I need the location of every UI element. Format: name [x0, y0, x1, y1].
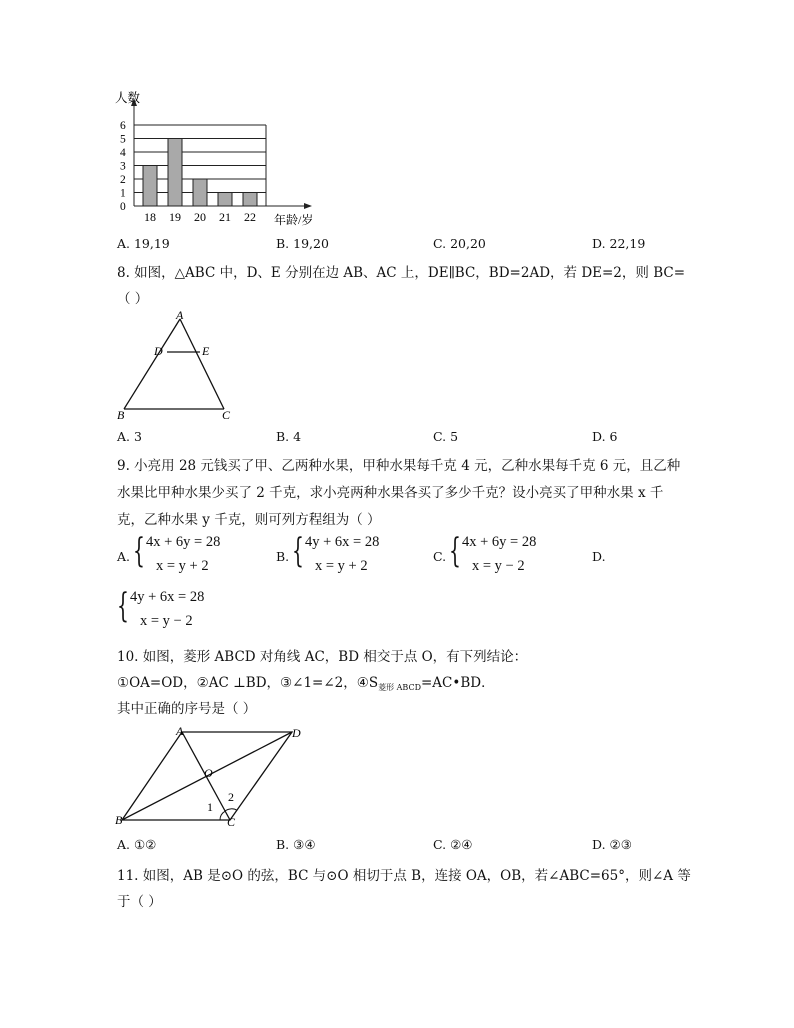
y-axis-label: 人数 — [115, 91, 141, 105]
age-bar-chart — [112, 88, 332, 230]
q7-option-a[interactable]: A. 19,19 — [117, 236, 170, 251]
x-tick-label: 18 — [144, 210, 156, 224]
q10-conclusions: ①OA=OD，②AC ⊥BD，③∠1=∠2，④S — [117, 675, 379, 691]
q9-a-eq1: 4x + 6y = 28 — [146, 534, 221, 550]
q10-subscript: 菱形 ABCD — [378, 683, 421, 692]
q9-c-eq2: x = y − 2 — [472, 558, 525, 574]
q8-answer-blank: （ ） — [117, 291, 149, 307]
bar — [218, 193, 232, 207]
q9-a-eq2: x = y + 2 — [156, 558, 209, 574]
q9-d-eq2: x = y − 2 — [140, 613, 193, 629]
q9-option-d-label[interactable]: D. — [592, 549, 606, 564]
angle-label-1: 1 — [207, 800, 213, 814]
q9-stem-line1: 9. 小亮用 28 元钱买了甲、乙两种水果，甲种水果每千克 4 元，乙种水果每千克 6 元，且乙种 — [117, 458, 681, 474]
vertex-label-e: E — [202, 344, 210, 358]
q9-stem-line2: 水果比甲种水果少买了 2 千克，求小亮两种水果各买了多少千克？设小亮买了甲种水果 x 千 — [117, 485, 664, 501]
vertex-label-b: B — [117, 408, 125, 422]
y-tick-label: 0 — [120, 201, 126, 213]
y-tick-label: 5 — [120, 133, 126, 146]
x-tick-label: 21 — [219, 210, 231, 224]
q9-option-b-label[interactable]: B. — [276, 549, 290, 564]
q8-option-a[interactable]: A. 3 — [117, 429, 142, 444]
q8-option-b[interactable]: B. 4 — [276, 429, 302, 444]
vertex-label-a: A — [176, 724, 184, 738]
y-tick-label: 4 — [120, 147, 126, 159]
q7-option-b[interactable]: B. 19,20 — [276, 236, 329, 251]
bar — [243, 193, 257, 207]
triangle-figure — [112, 308, 237, 423]
q10-option-c[interactable]: C. ②④ — [433, 837, 473, 852]
q8-option-c[interactable]: C. 5 — [433, 429, 459, 444]
y-tick-label: 2 — [120, 174, 126, 186]
vertex-label-b: B — [115, 813, 123, 827]
q10-stem-line2 — [117, 671, 495, 691]
center-label-o: O — [204, 766, 213, 780]
q9-c-eq1: 4x + 6y = 28 — [462, 534, 537, 550]
brace-icon: { — [449, 531, 461, 571]
q10-stem-line1: 10. 如图，菱形 ABCD 对角线 AC，BD 相交于点 O，有下列结论： — [117, 649, 528, 665]
bar — [193, 179, 207, 206]
brace-icon: { — [117, 586, 129, 626]
q11-stem-line1: 11. 如图，AB 是⊙O 的弦，BC 与⊙O 相切于点 B，连接 OA，OB，若∠ABC=65°，则∠A 等 — [117, 868, 691, 884]
q8-stem: 8. 如图，△ABC 中，D、E 分别在边 AB、AC 上，DE∥BC，BD=2AD，若 DE=2，则 BC= — [117, 265, 686, 281]
vertex-label-d: D — [292, 726, 301, 740]
q8-option-d[interactable]: D. 6 — [592, 429, 618, 444]
angle-label-2: 2 — [228, 790, 234, 804]
q9-option-c-label[interactable]: C. — [433, 549, 447, 564]
q10-option-a[interactable]: A. ①② — [117, 837, 157, 852]
q9-b-eq2: x = y + 2 — [315, 558, 368, 574]
q9-b-eq1: 4y + 6x = 28 — [305, 534, 380, 550]
vertex-label-c: C — [227, 815, 236, 829]
x-tick-label: 22 — [244, 210, 256, 224]
q10-option-b[interactable]: B. ③④ — [276, 837, 316, 852]
q7-option-d[interactable]: D. 22,19 — [592, 236, 646, 251]
q9-d-eq1: 4y + 6x = 28 — [130, 589, 205, 605]
x-axis-arrow-icon — [304, 203, 312, 209]
q7-option-c[interactable]: C. 20,20 — [433, 236, 486, 251]
vertex-label-c: C — [222, 408, 231, 422]
q11-stem-line2: 于（ ） — [117, 894, 162, 910]
y-tick-label: 3 — [120, 160, 126, 173]
vertex-label-d: D — [154, 344, 163, 358]
q10-conclusions-end: =AC•BD． — [421, 675, 495, 691]
brace-icon: { — [292, 531, 304, 571]
bar — [168, 139, 182, 207]
y-tick-label: 1 — [120, 187, 126, 200]
x-tick-label: 20 — [194, 210, 206, 224]
x-tick-label: 19 — [169, 210, 181, 224]
rhombus-figure — [112, 720, 312, 830]
vertex-label-a: A — [176, 308, 184, 322]
q9-option-a-label[interactable]: A. — [117, 549, 131, 564]
q10-stem-line3: 其中正确的序号是（ ） — [117, 701, 257, 717]
q9-stem-line3: 克，乙种水果 y 千克，则可列方程组为（ ） — [117, 512, 381, 528]
q10-option-d[interactable]: D. ②③ — [592, 837, 632, 852]
brace-icon: { — [133, 531, 145, 571]
y-tick-label: 6 — [120, 120, 126, 132]
bar — [143, 166, 157, 207]
x-axis-label: 年龄/岁 — [274, 213, 314, 227]
